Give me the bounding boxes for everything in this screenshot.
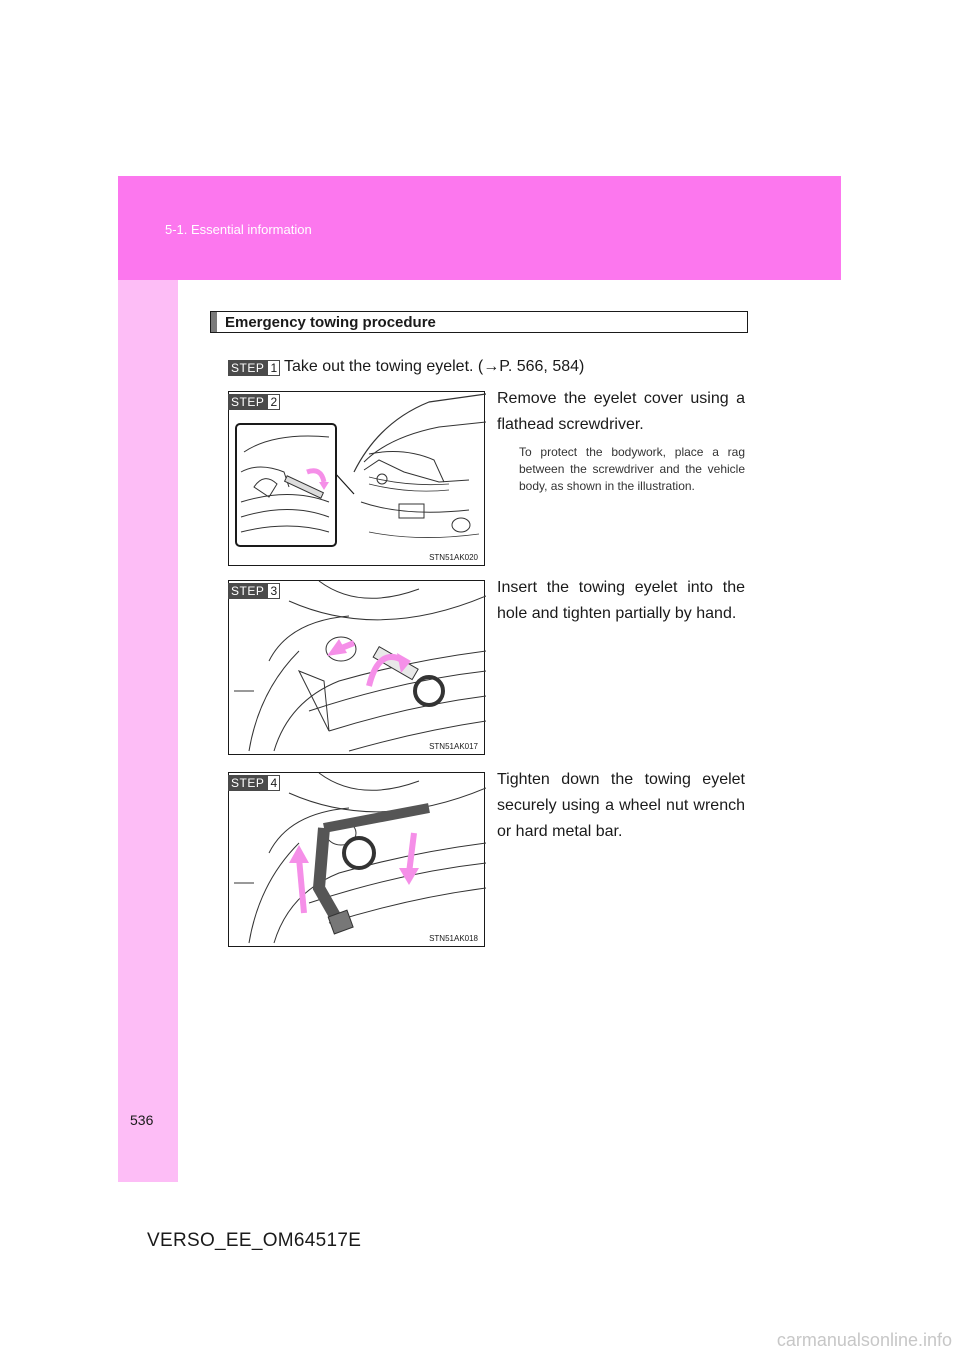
step-1-text: Take out the towing eyelet. (→P. 566, 584) <box>284 358 585 375</box>
step-3-text: Insert the towing eyelet into the hole and tighten partially by hand. <box>497 579 745 622</box>
section-label: 5-1. Essential information <box>165 222 312 237</box>
step-2-text: Remove the eyelet cover using a flathead screwdriver. <box>497 390 745 433</box>
step-4-badge: STEP 4 <box>228 775 280 791</box>
step-4-text: Tighten down the towing eyelet securely using a wheel nut wrench or hard metal bar. <box>497 771 745 840</box>
step-3-badge: STEP 3 <box>228 583 280 599</box>
section-title: Emergency towing procedure <box>225 314 436 331</box>
title-accent-bar <box>211 312 217 332</box>
step-2-note: To protect the bodywork, place a rag between the screwdriver and the vehicle body, as shown in the illustration. <box>519 445 745 493</box>
section-title-box <box>210 311 748 333</box>
step-1-badge: STEP 1 <box>228 360 280 376</box>
figure-code-step-4: STN51AK018 <box>429 934 478 943</box>
step-2-figure <box>228 391 485 566</box>
figure-code-step-2: STN51AK020 <box>429 553 478 562</box>
watermark: carmanualsonline.info <box>776 1330 952 1350</box>
step-4-figure <box>228 772 485 947</box>
page-number: 536 <box>130 1112 154 1128</box>
page-margin-band <box>118 176 178 1182</box>
step-3-figure <box>228 580 485 755</box>
footer-document-code: VERSO_EE_OM64517E <box>147 1230 362 1251</box>
step-2-badge: STEP 2 <box>228 394 280 410</box>
figure-code-step-3: STN51AK017 <box>429 742 478 751</box>
